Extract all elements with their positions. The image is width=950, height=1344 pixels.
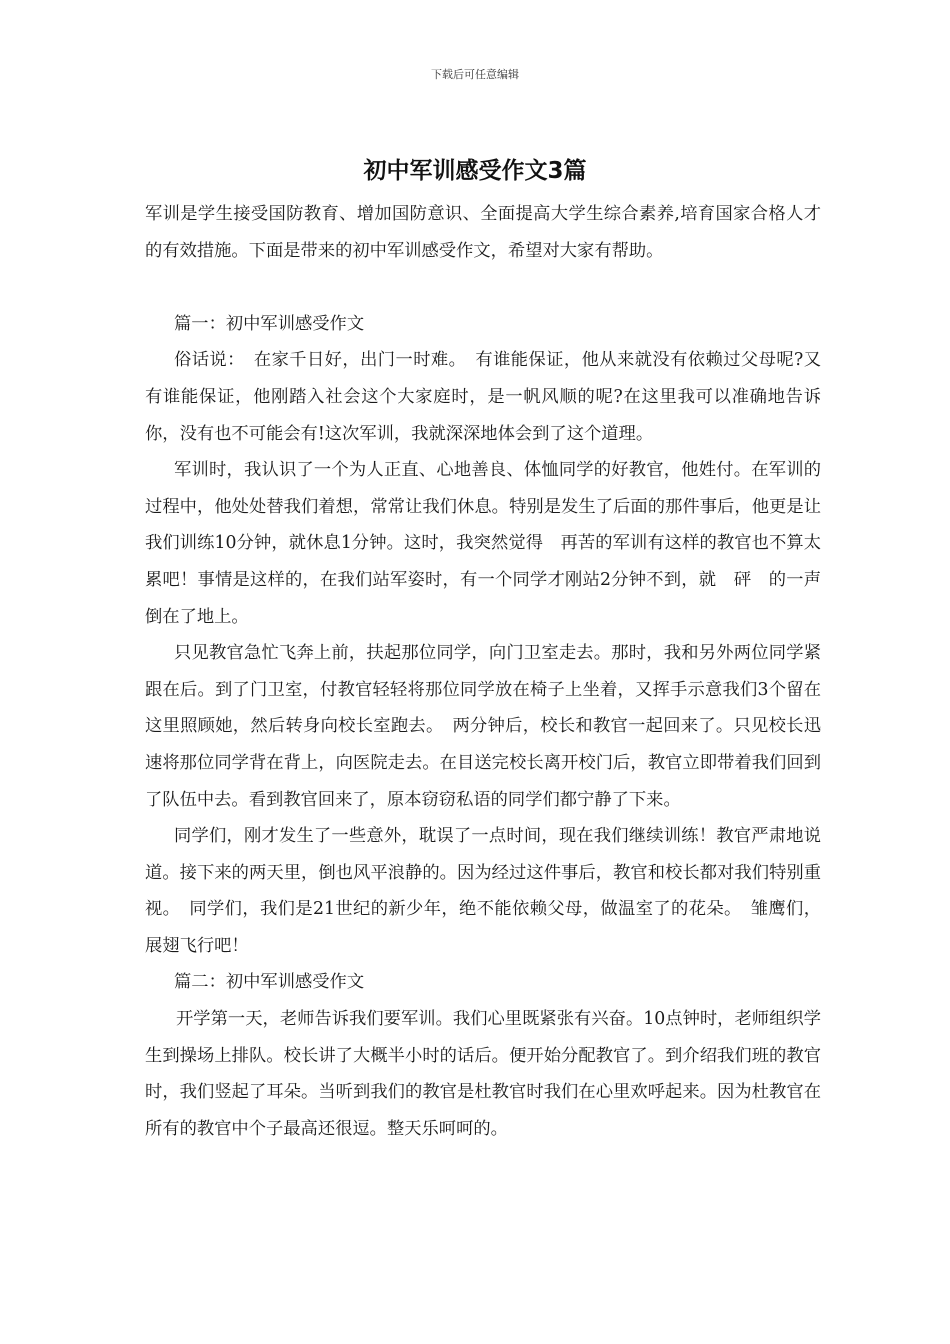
- section1-paragraph-2: 军训时，我认识了一个为人正直、心地善良、体恤同学的好教官，他姓付。在军训的过程中，他处处替我们着想，常常让我们休息。特别是发生了后面的那件事后，他更是让我们训练10分钟，就休息1分钟。这时，我突然觉得 再苦的军训有这样的教官也不算太累吧！事情是这样的，在我们站军姿时，有一个同学才刚站2分钟不到，就 砰 的一声倒在了地上。: [145, 460, 821, 627]
- section2-paragraph-1: 开学第一天，老师告诉我们要军训。我们心里既紧张有兴奋。10点钟时，老师组织学生到操场上排队。校长讲了大概半小时的话后。便开始分配教官了。到介绍我们班的教官时，我们竖起了耳朵。当听到我们的教官是杜教官时我们在心里欢呼起来。因为杜教官在所有的教官中个子最高还很逗。整天乐呵呵的。: [145, 1009, 821, 1139]
- section2-heading: 篇二：初中军训感受作文: [174, 972, 365, 993]
- intro-paragraph: 军训是学生接受国防教育、增加国防意识、全面提高大学生综合素养,培育国家合格人才的有效措施。下面是带来的初中军训感受作文，希望对大家有帮助。: [145, 204, 821, 261]
- section1-paragraph-4: 同学们，刚才发生了一些意外，耽误了一点时间，现在我们继续训练！教官严肃地说道。接下来的两天里，倒也风平浪静的。因为经过这件事后，教官和校长都对我们特别重视。 同学们，我们是21世纪的新少年，绝不能依赖父母，做温室了的花朵。 雏鹰们，展翅飞行吧！: [145, 826, 821, 956]
- section1-heading: 篇一：初中军训感受作文: [174, 313, 365, 334]
- section1-paragraph-3: 只见教官急忙飞奔上前，扶起那位同学，向门卫室走去。那时，我和另外两位同学紧跟在后。到了门卫室，付教官轻轻将那位同学放在椅子上坐着，又挥手示意我们3个留在这里照顾她，然后转身向校长室跑去。 两分钟后，校长和教官一起回来了。只见校长迅速将那位同学背在背上，向医院走去。在目送完校长离开校门后，教官立即带着我们回到了队伍中去。看到教官回来了，原本窃窃私语的同学们都宁静了下来。: [145, 643, 821, 810]
- document-body: [145, 196, 821, 1147]
- document-title: 初中军训感受作文3篇: [363, 158, 587, 184]
- header-note: 下载后可任意编辑: [431, 68, 519, 81]
- section1-paragraph-1: 俗话说： 在家千日好，出门一时难。 有谁能保证，他从来就没有依赖过父母呢?又有谁能保证，他刚踏入社会这个大家庭时，是一帆风顺的呢?在这里我可以准确地告诉你，没有也不可能会有!这次军训，我就深深地体会到了这个道理。: [145, 350, 821, 444]
